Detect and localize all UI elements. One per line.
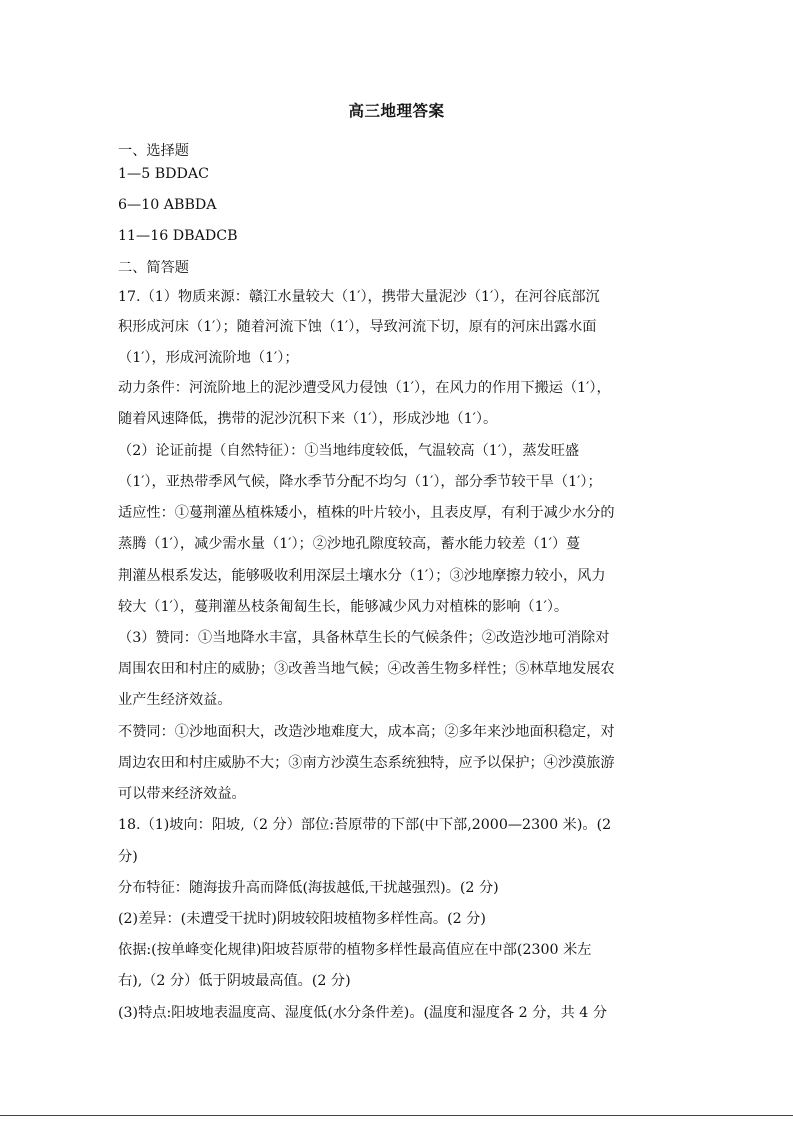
answer-row-11-16: 11—16 DBADCB	[118, 228, 238, 244]
q17-text-line: 积形成河床（1′）；随着河流下蚀（1′），导致河流下切，原有的河床出露水面	[118, 319, 597, 335]
q17-text-line: 蒸腾（1′），减少需水量（1′）；②沙地孔隙度较高，蓄水能力较差（1′）蔓	[118, 536, 581, 552]
q18-text-line: (2)差异：(未遭受干扰时)阴坡较阳坡植物多样性高。(2 分)	[118, 911, 486, 927]
answer-row-6-10: 6—10 ABBDA	[118, 197, 217, 213]
q17-text-line: 业产生经济效益。	[118, 692, 232, 708]
q17-text-line: 周围农田和村庄的威胁；③改善当地气候；④改善生物多样性；⑤林草地发展农	[118, 661, 615, 677]
q17-text-line: （3）赞同：①当地降水丰富，具备林草生长的气候条件；②改造沙地可消除对	[118, 630, 610, 646]
q17-text-line: （1′），形成河流阶地（1′）；	[118, 350, 299, 366]
q17-text-line: 适应性：①蔓荆灌丛植株矮小，植株的叶片较小，且表皮厚，有利于减少水分的	[118, 505, 615, 521]
q17-text-line: 周边农田和村庄威胁不大；③南方沙漠生态系统独特，应予以保护；④沙漠旅游	[118, 755, 615, 771]
q18-text-line: 依据:(按单峰变化规律)阳坡苔原带的植物多样性最高值应在中部(2300 米左	[118, 942, 592, 958]
q18-text-line: 分)	[118, 849, 138, 865]
q17-text-line: 较大（1′），蔓荆灌丛枝条匍匐生长，能够减少风力对植株的影响（1′）。	[118, 599, 569, 615]
section-heading-short-answer: 二、简答题	[118, 260, 189, 276]
q18-text-line: (3)特点:阳坡地表温度高、湿度低(水分条件差)。(温度和湿度各 2 分，共 4 分	[118, 1005, 608, 1021]
q18-text-line: 右),（2 分）低于阴坡最高值。(2 分)	[118, 973, 351, 989]
q17-text-line: 17.（1）物质来源：赣江水量较大（1′），携带大量泥沙（1′），在河谷底部沉	[118, 289, 600, 305]
q17-text-line: 随着风速降低，携带的泥沙沉积下来（1′），形成沙地（1′）。	[118, 411, 498, 427]
page-bottom-divider	[0, 1115, 793, 1116]
q17-text-line: 荆灌丛根系发达，能够吸收利用深层土壤水分（1′）；③沙地摩擦力较小，风力	[118, 568, 606, 584]
q17-text-line: 不赞同：①沙地面积大，改造沙地难度大，成本高；②多年来沙地面积稳定，对	[118, 724, 615, 740]
q17-text-line: 动力条件：河流阶地上的泥沙遭受风力侵蚀（1′），在风力的作用下搬运（1′），	[118, 380, 611, 396]
answer-row-1-5: 1—5 BDDAC	[118, 166, 210, 182]
q17-text-line: （2）论证前提（自然特征）：①当地纬度较低，气温较高（1′），蒸发旺盛	[118, 443, 580, 459]
q18-text-line: 18.（1)坡向：阳坡,（2 分）部位:苔原带的下部(中下部,2000—2300 米)。(2	[118, 817, 612, 833]
page-title: 高三地理答案	[348, 102, 445, 120]
q17-text-line: （1′），亚热带季风气候，降水季节分配不均匀（1′），部分季节较干旱（1′）；	[118, 474, 602, 490]
q18-text-line: 分布特征：随海拔升高而降低(海拔越低,干扰越强烈)。(2 分)	[118, 880, 499, 896]
q17-text-line: 可以带来经济效益。	[118, 786, 246, 802]
section-heading-choice: 一、选择题	[118, 143, 189, 159]
